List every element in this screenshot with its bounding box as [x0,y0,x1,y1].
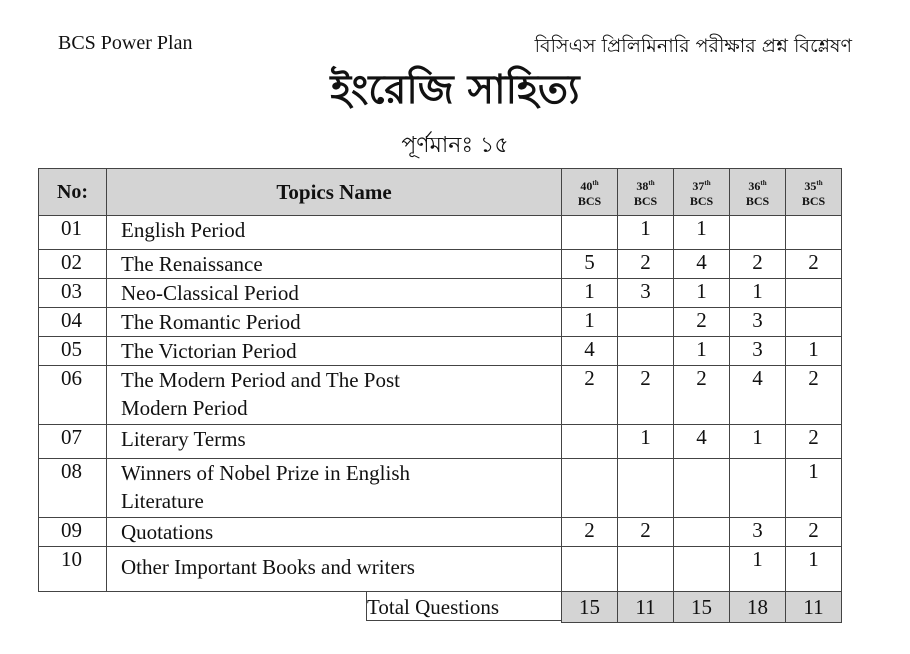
col-header-topics: Topics Name [107,169,562,216]
topic-name: The Modern Period and The Post Modern Period [107,366,562,425]
table-row [39,366,842,425]
count-cell: 1 [618,216,674,250]
count-cell: 2 [786,250,842,279]
count-cell [618,337,674,366]
table-row [39,547,842,592]
count-cell: 1 [562,308,618,337]
total-row [39,592,842,623]
total-spacer [39,592,107,623]
topic-name: The Romantic Period [107,308,562,337]
topic-name: Winners of Nobel Prize in English Literature [107,459,562,518]
row-number: 10 [39,547,107,592]
page-title: ইংরেজি সাহিত্য [330,67,580,113]
count-cell [674,518,730,547]
row-number: 04 [39,308,107,337]
count-cell: 2 [562,366,618,425]
count-cell: 1 [786,337,842,366]
count-cell: 5 [562,250,618,279]
row-number: 06 [39,366,107,425]
count-cell: 4 [730,366,786,425]
topic-name: Neo-Classical Period [107,279,562,308]
count-cell [618,459,674,518]
count-cell: 2 [786,518,842,547]
count-cell: 1 [562,279,618,308]
col-header-year: 35th BCS [786,169,842,216]
count-cell: 1 [786,459,842,518]
topic-name: The Renaissance [107,250,562,279]
count-cell [786,308,842,337]
row-number: 05 [39,337,107,366]
count-cell: 1 [730,425,786,459]
row-number: 02 [39,250,107,279]
total-cell: 11 [618,592,674,623]
count-cell: 2 [618,366,674,425]
count-cell [618,308,674,337]
count-cell: 3 [730,518,786,547]
row-number: 09 [39,518,107,547]
total-cell: 11 [786,592,842,623]
count-cell: 2 [786,425,842,459]
row-number: 01 [39,216,107,250]
count-cell: 2 [674,366,730,425]
count-cell: 2 [618,518,674,547]
count-cell [674,547,730,592]
count-cell: 2 [618,250,674,279]
count-cell: 3 [618,279,674,308]
count-cell [730,216,786,250]
col-header-no: No: [39,169,107,216]
table-row [39,250,842,279]
table-row [39,216,842,250]
count-cell: 1 [730,279,786,308]
row-number: 08 [39,459,107,518]
count-cell: 1 [618,425,674,459]
table-row [39,279,842,308]
total-cell: 15 [674,592,730,623]
count-cell [562,459,618,518]
count-cell [730,459,786,518]
page-subtitle: পূর্ণমানঃ ১৫ [401,133,509,158]
count-cell [562,547,618,592]
count-cell [618,547,674,592]
count-cell: 1 [674,279,730,308]
count-cell [562,216,618,250]
topics-table [38,168,842,623]
table-row [39,337,842,366]
header-right-text: বিসিএস প্রিলিমিনারি পরীক্ষার প্রশ্ন বিশ্লেষণ [534,35,852,57]
topic-name: English Period [107,216,562,250]
count-cell: 1 [730,547,786,592]
count-cell: 2 [562,518,618,547]
count-cell: 4 [674,250,730,279]
topic-name: Other Important Books and writers [107,547,562,592]
total-label: Total Questions [366,591,562,621]
count-cell [786,279,842,308]
col-header-year: 40th BCS [562,169,618,216]
count-cell: 2 [674,308,730,337]
count-cell: 2 [786,366,842,425]
row-number: 03 [39,279,107,308]
col-header-year: 36th BCS [730,169,786,216]
row-number: 07 [39,425,107,459]
table-header-row [39,169,842,216]
header-left-text: BCS Power Plan [58,32,193,54]
count-cell: 2 [730,250,786,279]
table-row [39,425,842,459]
table-row [39,459,842,518]
count-cell [562,425,618,459]
count-cell: 4 [562,337,618,366]
count-cell: 3 [730,337,786,366]
count-cell: 1 [786,547,842,592]
count-cell: 1 [674,337,730,366]
count-cell: 4 [674,425,730,459]
total-spacer [107,592,562,623]
topic-name: The Victorian Period [107,337,562,366]
topic-name: Quotations [107,518,562,547]
count-cell [786,216,842,250]
total-cell: 15 [562,592,618,623]
total-cell: 18 [730,592,786,623]
col-header-year: 38th BCS [618,169,674,216]
table-row [39,518,842,547]
table-row [39,308,842,337]
count-cell: 1 [674,216,730,250]
topic-name: Literary Terms [107,425,562,459]
count-cell: 3 [730,308,786,337]
col-header-year: 37th BCS [674,169,730,216]
count-cell [674,459,730,518]
